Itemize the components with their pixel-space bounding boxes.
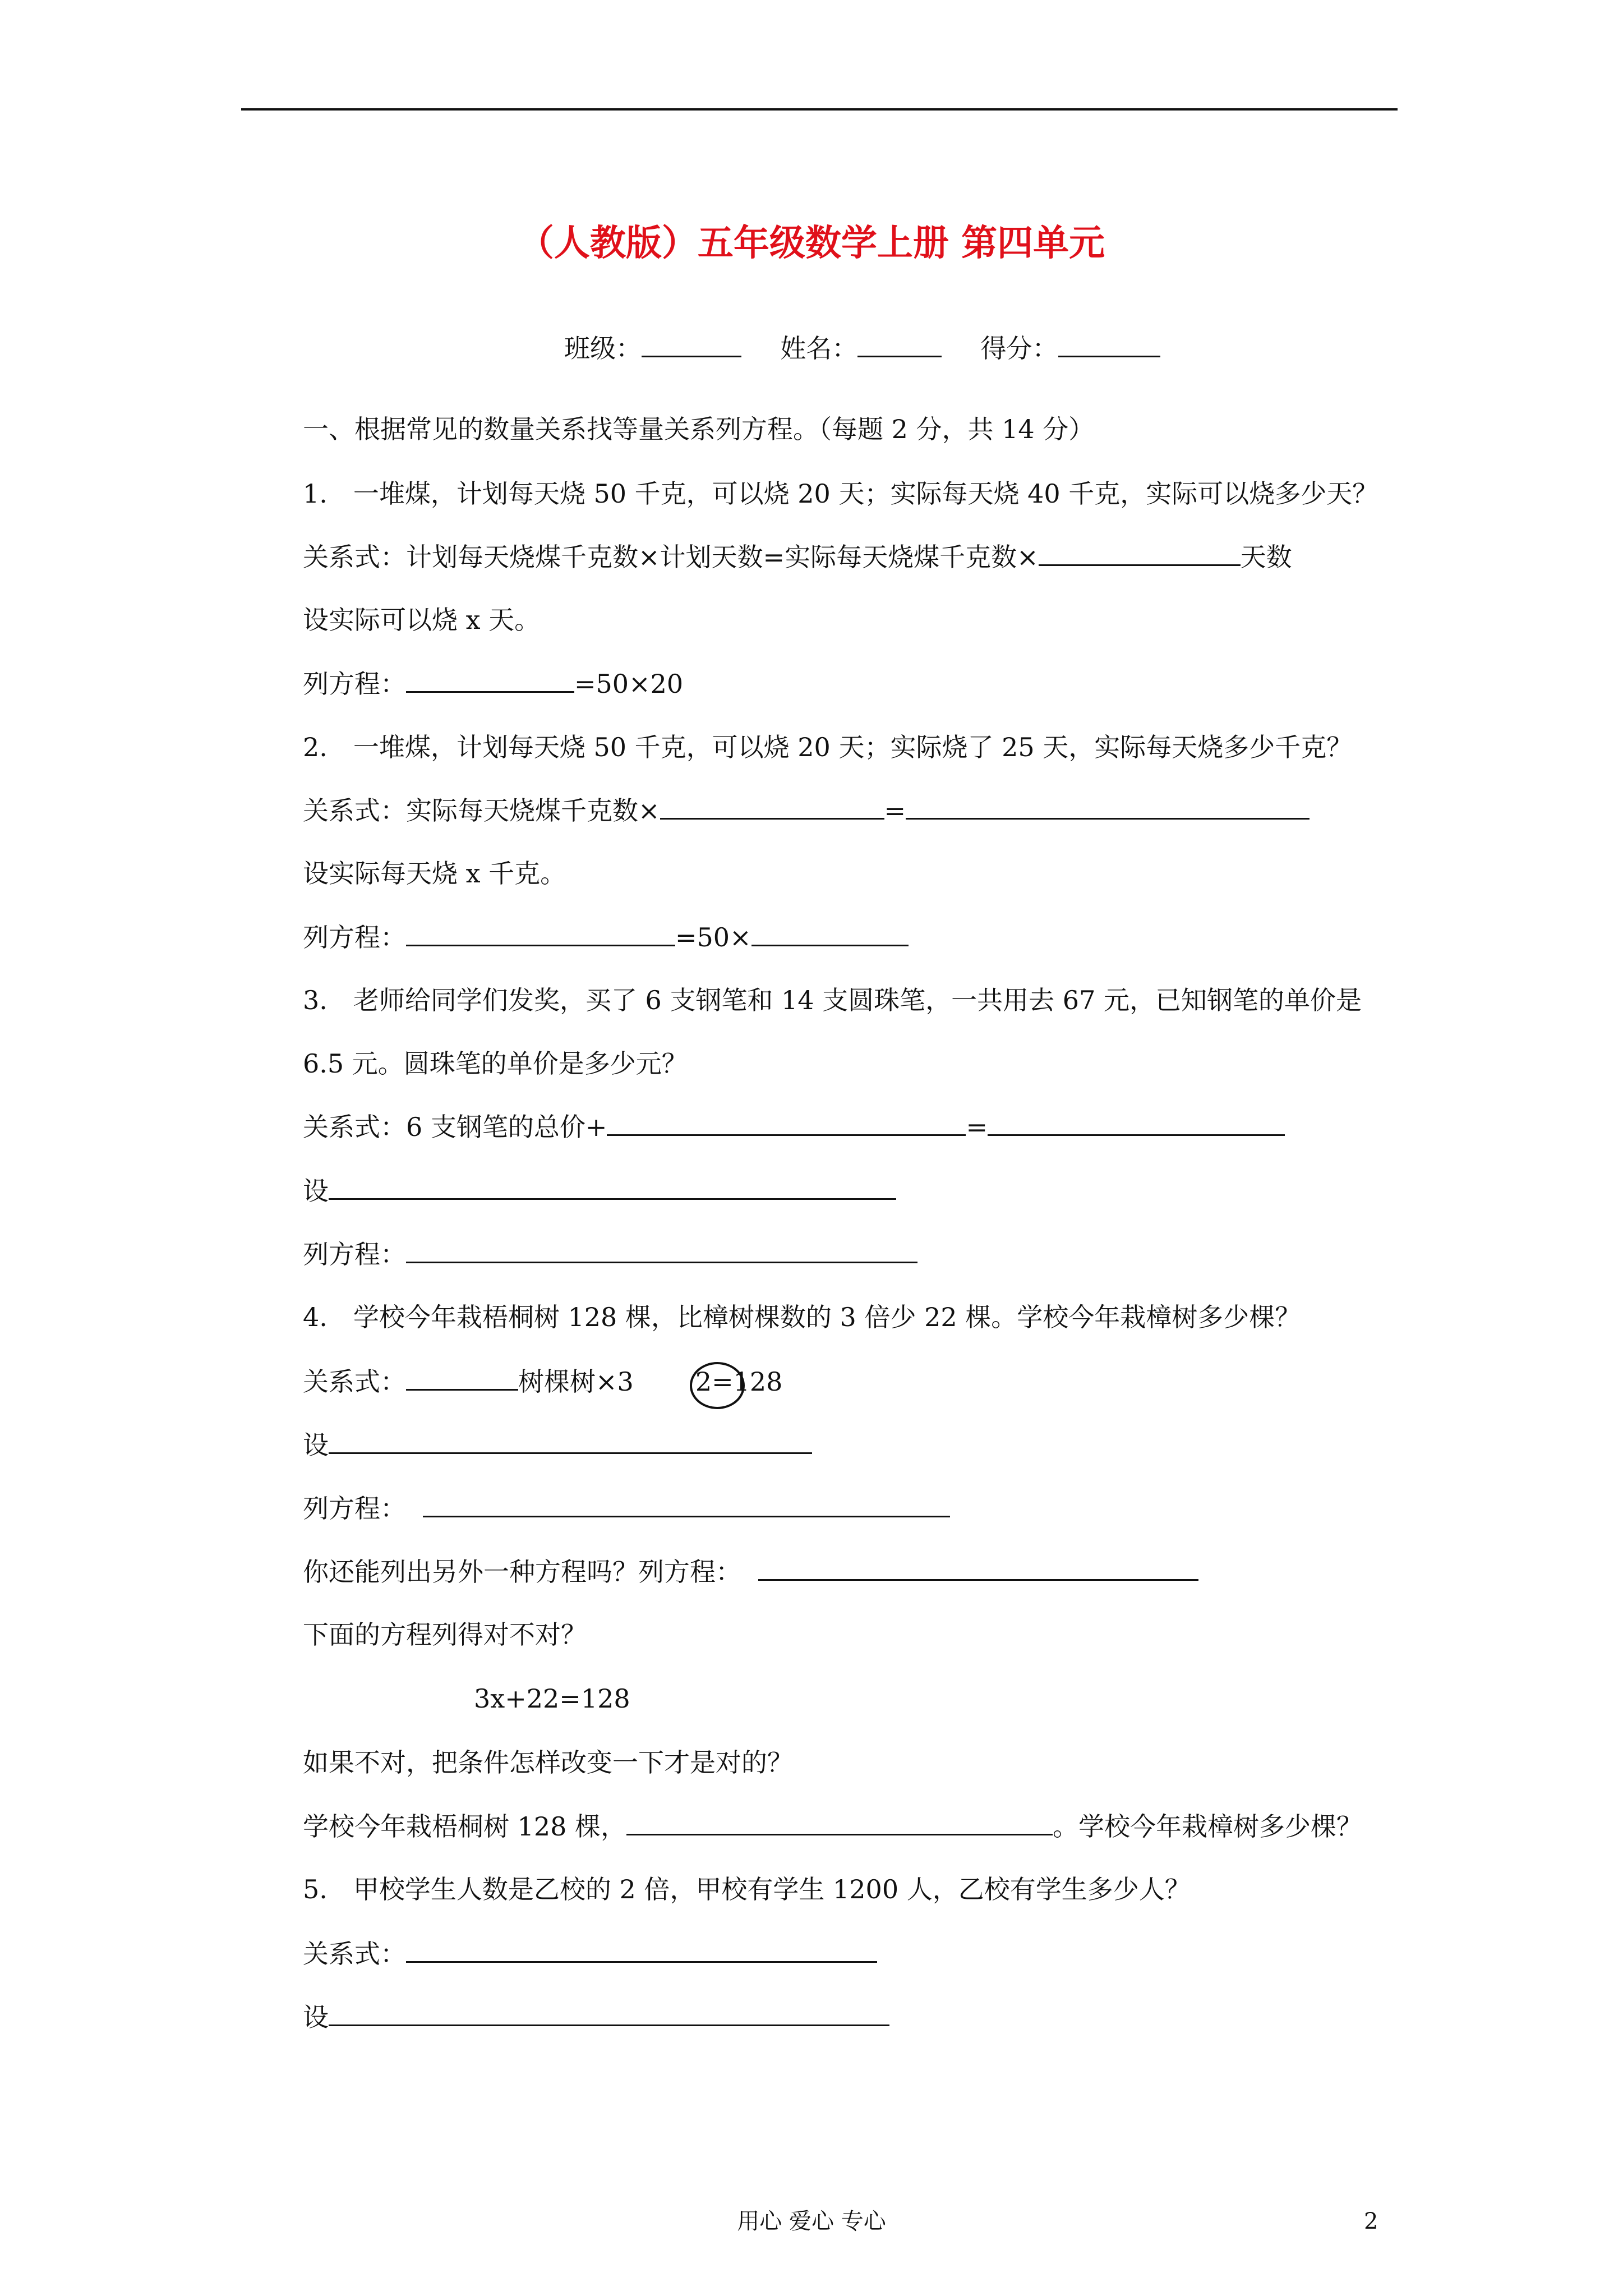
class-label: 班级： bbox=[564, 333, 642, 364]
q4-change: 如果不对，把条件怎样改变一下才是对的？ bbox=[303, 1747, 793, 1778]
q1-relation: 关系式：计划每天烧煤千克数×计划天数=实际每天烧煤千克数× bbox=[303, 542, 1039, 572]
q4-relation-label: 关系式： bbox=[303, 1366, 406, 1397]
q2-let: 设实际每天烧 x 千克。 bbox=[303, 858, 566, 889]
page-number: 2 bbox=[1364, 2208, 1378, 2234]
q4-let-blank[interactable] bbox=[329, 1428, 812, 1454]
q3-let-row bbox=[303, 1174, 896, 1208]
q4-equation: 3x+22=128 bbox=[474, 1683, 630, 1714]
q4-eq-label: 列方程： bbox=[303, 1493, 406, 1524]
q3-relation-blank-2[interactable] bbox=[988, 1110, 1285, 1136]
q3-equation-row bbox=[303, 1237, 917, 1271]
header-rule bbox=[241, 108, 1398, 111]
q3-eq-sign: = bbox=[966, 1112, 988, 1142]
q2-relation: 关系式：实际每天烧煤千克数× bbox=[303, 795, 660, 826]
q4-rewrite-blank[interactable] bbox=[626, 1809, 1053, 1835]
q4-let: 设 bbox=[303, 1430, 329, 1460]
q1-eq-label: 列方程： bbox=[303, 669, 406, 699]
q1-equation-row bbox=[303, 666, 683, 701]
q2-eq-label: 列方程： bbox=[303, 922, 406, 953]
q4-text: 4. 学校今年栽梧桐树 128 棵，比樟树棵数的 3 倍少 22 棵。学校今年栽樟树多少棵？ bbox=[303, 1302, 1301, 1332]
q3-let-blank[interactable] bbox=[329, 1174, 896, 1200]
q2-text: 2. 一堆煤，计划每天烧 50 千克，可以烧 20 天；实际烧了 25 天，实际每天烧多少千克？ bbox=[303, 732, 1353, 762]
q3-let: 设 bbox=[303, 1176, 329, 1206]
q3-relation: 关系式：6 支钢笔的总价+ bbox=[303, 1112, 607, 1142]
q4-rewrite-end: 。学校今年栽樟树多少棵？ bbox=[1053, 1811, 1363, 1842]
q5-relation-row bbox=[303, 1936, 877, 1971]
q4-eq-blank[interactable] bbox=[423, 1491, 950, 1517]
q3-text: 3. 老师给同学们发奖，买了 6 支钢笔和 14 支圆珠笔，一共用去 67 元，已知钢笔的单价是 bbox=[303, 985, 1362, 1015]
q4-alt-blank[interactable] bbox=[758, 1554, 1198, 1581]
q3-relation-blank-1[interactable] bbox=[607, 1110, 966, 1136]
q1-text: 1. 一堆煤，计划每天烧 50 千克，可以烧 20 天；实际每天烧 40 千克，实际可以烧多少天？ bbox=[303, 478, 1378, 509]
q5-relation-label: 关系式： bbox=[303, 1939, 406, 1969]
score-field[interactable] bbox=[1058, 331, 1160, 357]
q2-eq-blank-2[interactable] bbox=[751, 920, 909, 946]
q1-let: 设实际可以烧 x 天。 bbox=[303, 605, 541, 635]
q1-relation-end: 天数 bbox=[1240, 542, 1292, 572]
q4-relation-blank[interactable] bbox=[406, 1364, 518, 1391]
q5-let: 设 bbox=[303, 2002, 329, 2032]
operator-circle-blank[interactable] bbox=[690, 1362, 745, 1409]
q1-eq-end: =50×20 bbox=[574, 669, 684, 699]
q5-text: 5. 甲校学生人数是乙校的 2 倍，甲校有学生 1200 人，乙校有学生多少人？ bbox=[303, 1874, 1191, 1904]
q3-text-2: 6.5 元。圆珠笔的单价是多少元？ bbox=[303, 1048, 688, 1079]
q1-relation-row bbox=[303, 540, 1292, 574]
section-heading: 一、根据常见的数量关系找等量关系列方程。（每题 2 分，共 14 分） bbox=[303, 414, 1095, 444]
q2-relation-row bbox=[303, 793, 1310, 827]
q2-eq-mid: =50× bbox=[675, 922, 751, 953]
q2-relation-blank-2[interactable] bbox=[906, 793, 1310, 820]
q5-let-blank[interactable] bbox=[329, 2000, 889, 2026]
q4-check: 下面的方程列得对不对？ bbox=[303, 1619, 587, 1650]
q2-eq-blank-1[interactable] bbox=[406, 920, 675, 946]
q5-relation-blank[interactable] bbox=[406, 1936, 877, 1963]
q3-relation-row bbox=[303, 1110, 1285, 1144]
page-title: （人教版）五年级数学上册 第四单元 bbox=[518, 223, 1105, 264]
q4-rewrite-row bbox=[303, 1809, 1362, 1843]
q5-let-row bbox=[303, 2000, 889, 2034]
q2-equation-row bbox=[303, 920, 909, 954]
q4-rewrite-start: 学校今年栽梧桐树 128 棵， bbox=[303, 1811, 627, 1842]
q2-relation-blank-1[interactable] bbox=[660, 793, 884, 820]
q4-relation-end: 2=128 bbox=[695, 1366, 783, 1397]
q1-relation-blank[interactable] bbox=[1039, 540, 1241, 566]
q2-eq-sign: = bbox=[884, 795, 906, 826]
q4-alt: 你还能列出另外一种方程吗？列方程： bbox=[303, 1557, 741, 1587]
q4-relation-mid: 树棵树×3 bbox=[518, 1366, 634, 1397]
q3-eq-label: 列方程： bbox=[303, 1239, 406, 1269]
student-info-row bbox=[564, 331, 1160, 365]
footer-motto: 用心 爱心 专心 bbox=[737, 2208, 886, 2234]
name-field[interactable] bbox=[857, 331, 942, 357]
name-label: 姓名： bbox=[780, 333, 858, 364]
q1-eq-blank[interactable] bbox=[406, 666, 574, 693]
score-label: 得分： bbox=[980, 333, 1058, 364]
q4-alt-row bbox=[303, 1554, 1198, 1589]
q4-let-row bbox=[303, 1428, 812, 1462]
q4-equation-row bbox=[303, 1491, 950, 1525]
q3-eq-blank[interactable] bbox=[406, 1237, 917, 1263]
class-field[interactable] bbox=[642, 331, 741, 357]
